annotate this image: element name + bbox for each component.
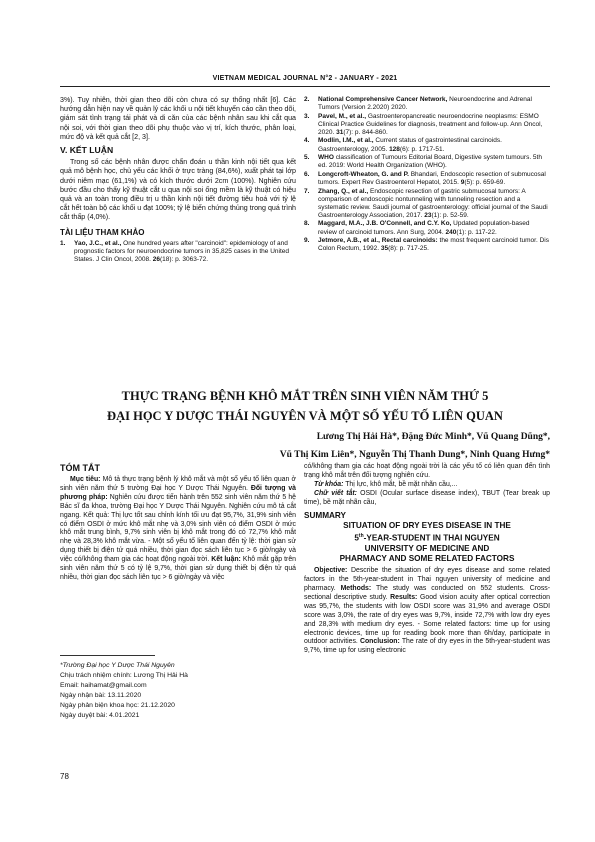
header-rule [60, 86, 550, 87]
summary-conclusion-label: Conclusion: [360, 638, 400, 646]
footnote-received: Ngày nhận bài: 13.11.2020 [60, 692, 142, 699]
reference-item [304, 137, 550, 153]
summary-objective-text: Describe the situation of dry eyes disease and some related factors in the 5th-year-student in Thai nguyen university of medicine and pharmacy. [304, 567, 550, 592]
reference-pages: (8): p. 717-25. [388, 245, 429, 253]
reference-number: 2. [304, 96, 310, 103]
page-number: 78 [60, 772, 69, 781]
reference-item [304, 154, 550, 170]
reference-pages: (18): p. 3063-72. [160, 256, 209, 264]
reference-volume: 128 [389, 145, 400, 153]
summary-conclusion-text: The rate of dry eyes in the 5th-year-student was 9,7%, time up for using electronic [304, 638, 550, 655]
references-list-right [304, 96, 550, 253]
reference-authors: Jetmore, A.B., et al., Rectal carcinoids: [318, 237, 438, 245]
reference-text: Neuroendocrine and Adrenal Tumors (Version 2.2020) 2020. [318, 96, 532, 112]
reference-authors: Pavel, M., et al., [318, 112, 367, 120]
abstract-heading: TÓM TẮT [60, 463, 100, 473]
left-top-column [60, 96, 296, 265]
reference-pages: (5): p. 659-69. [464, 178, 506, 186]
reference-pages: (7): p. 844-860. [343, 128, 388, 136]
reference-pages: (6): p. 1717-51. [399, 145, 445, 153]
summary-heading: SUMMARY [304, 510, 346, 520]
abbreviations [304, 490, 550, 508]
reference-text: One hundred years after "carcinoid": epidemiology of and prognostic factors for neuroendocrine tumors in 35,825 cases in the United States. J Clin Oncol, 2008. [74, 239, 289, 264]
footnote [60, 661, 300, 721]
summary-body [304, 567, 550, 656]
reference-text: Current status of gastrointestinal carcinoids. Gastroenterology, 2005. [318, 137, 502, 153]
objective-text: Mô tả thực trạng bệnh lý khô mắt và một số yếu tố liên quan ở sinh viên năm thứ 5 trường Đại học Y Dược Thái Nguyên. [60, 476, 296, 492]
reference-volume: 26 [152, 256, 160, 264]
journal-header: VIETNAM MEDICAL JOURNAL N°2 - JANUARY - 2021 [212, 75, 398, 82]
footnote-reviewed: Ngày phản biện khoa học: 21.12.2020 [60, 702, 175, 709]
reference-volume: 35 [380, 245, 389, 253]
footnote-rule [60, 655, 155, 656]
reference-text: Bhandari, Endoscopic resection of submucosal tumors. Expert Rev Gastroenterol Hepatol, 2015. [318, 170, 546, 186]
reference-item [304, 188, 550, 220]
summary-title [304, 521, 550, 564]
title-line-1: THỰC TRẠNG BỆNH KHÔ MẮT TRÊN SINH VIÊN NĂM THỨ 5 [121, 389, 489, 403]
authors-line-2: Vũ Thị Kim Liên*, Nguyễn Thị Thanh Dung*, Ninh Quang Hưng* [279, 450, 550, 460]
title-line-2: ĐẠI HỌC Y DƯỢC THÁI NGUYÊN VÀ MỘT SỐ YẾU TỐ LIÊN QUAN [107, 409, 503, 423]
reference-item [304, 237, 550, 253]
conclusion-heading: V. KẾT LUẬN [60, 145, 114, 156]
footnote-affiliation: *Trường Đại học Y Dược Thái Nguyên [60, 662, 175, 669]
right-top-column [304, 96, 550, 254]
reference-text: Updated population-based review of carcinoid tumors. Ann Surg, 2004. [318, 220, 530, 236]
authors-line-1: Lương Thị Hải Hà*, Đặng Đức Minh*, Vũ Quang Dũng*, [316, 432, 550, 442]
reference-text: classification of Tumours Editorial Board, Digestive system tumours. 5th ed. 2019: World Health Organization (WHO). [318, 154, 542, 170]
reference-number: 8. [304, 220, 310, 228]
abstract-vi-body [60, 476, 296, 583]
reference-authors: Modlin, I.M., et al., [318, 137, 374, 145]
reference-item [304, 113, 550, 137]
article-title [60, 386, 550, 426]
reference-text: Gastroenteropancreatic neuroendocrine neoplasms: ESMO Clinical Practice Guidelines for diagnosis, treatment and follow-up. Ann Oncol, 2020. [318, 112, 543, 136]
reference-authors: Longcroft-Wheaton, G. and P. [318, 170, 409, 178]
abbreviations-text: OSDI (Ocular surface disease index), TBUT (Tear break up time), bề mặt nhãn cầu, [304, 489, 550, 506]
reference-number: 7. [304, 187, 310, 195]
keywords-label: Từ khóa: [314, 480, 344, 488]
reference-volume: 31 [336, 128, 344, 136]
objective-label: Mục tiêu: [70, 476, 101, 483]
conclusion-paragraph: Trong số các bệnh nhân được chẩn đoán u thần kinh nội tiết qua kết quả mô bệnh học, chủ yếu các khối ở trực tràng (84,6%), xuất phát tại lớp dưới niêm mạc (61,1%) và có kích thước dưới 2cm (100%). Nghiên cứu bước đầu cho thấy kỹ thuật cắt u qua nội soi ống mềm là kỹ thuật có hiệu quả và an toàn trong điều trị u thần kinh nội tiết đường tiêu hoá với tỷ lệ cắt hết toàn bộ các khối u đạt 100%; tỷ lệ biến chứng thủng trong quá trình cắt thấp (4,0%). [60, 158, 296, 222]
references-heading: TÀI LIỆU THAM KHẢO [60, 227, 145, 237]
summary-results-label: Results: [390, 593, 418, 601]
reference-pages: (1): p. 52-59. [431, 211, 469, 219]
summary-methods-text: The study was conducted on 552 students. Cross-sectional descriptive study. [304, 584, 551, 601]
reference-authors: National Comprehensive Cancer Network, [318, 96, 448, 103]
article-authors [60, 428, 550, 464]
footnote-responsible: Chịu trách nhiệm chính: Lương Thị Hải Hà [60, 672, 188, 679]
method-text: Nghiên cứu được tiến hành trên 552 sinh viên năm thứ 5 hệ Bác sĩ đa khoa, trường Đại học Y Dược Thái Nguyên. Nghiên cứu mô tả cắt ngang. Kết quả: Thị lực tốt sau chỉnh kính tối ưu đạt 95,7%, 31,9% sinh viên có điểm OSDI ở mức khô mắt nhẹ và 3,0% sinh viên có điểm OSDI ở mức khô mắt trung bình, 9,7% sinh viên bị khô mắt trong đó có 72,7% khô mắt nhẹ và 28,3% khô mắt vừa. - Một số yếu tố liên quan đến tỷ lệ: thời gian sử dụng thiết bị điện tử quá nhiều, thời gian đọc sách liên tục > 6 giờ/ngày và việc có/không tham gia các hoạt động ngoài trời. [60, 493, 296, 564]
reference-number: 3. [304, 112, 310, 120]
summary-title-line-3: UNIVERSITY OF MEDICINE AND [364, 544, 490, 554]
intro-paragraph: 3%). Tuy nhiên, thời gian theo dõi còn chưa có sự thống nhất [6]. Các hướng dẫn hiện nay về quản lý các khối u nội tiết khuyến cáo cần theo dõi, giám sát tình trạng tái phát và di căn của các bệnh nhân sau khi cắt qua nội soi, với thời gian theo dõi phụ thuộc vào vị trí, kích thước, phân loại, mức độ và kết quả cắt [2, 3]. [60, 96, 296, 141]
reference-text: Endoscopic resection of gastric submucosal tumors: A comparison of endoscopic nontunneling with tunneling resection and a systematic review. Saudi journal of gastroenterology: official journal of the Saudi Gastroenterology Association, 2017. [318, 187, 548, 219]
summary-title-line-1: SITUATION OF DRY EYES DISEASE IN THE [343, 521, 511, 531]
reference-pages: (1): p. 117-22. [456, 228, 497, 236]
summary-title-line-2: 5th-YEAR-STUDENT IN THAI NGUYEN [354, 533, 500, 544]
reference-number: 5. [304, 154, 310, 162]
abstract-vi-column [60, 476, 296, 583]
method-label: Đối tượng và phương pháp: [60, 484, 296, 501]
keywords-text: Thị lực, khô mắt, bề mặt nhãn cầu,... [343, 480, 458, 488]
reference-item [60, 240, 296, 264]
summary-results-text: Good vision acuity after optical correction was 95,7%, the students with low OSDI score was 31,9% and average OSDI score was 3,0%, the rate of dry eyes was 9,7%, inside 72,7% with low dry eyes and 28,3% with medium dry eyes. - Some related factors: time up for using electronic devices, time up for reading book more than 6h/day, participate in outdoor activities. [304, 593, 551, 646]
references-list-left [60, 240, 296, 264]
reference-volume: 23 [424, 211, 432, 219]
abstract-right-column [304, 463, 550, 656]
footnote-approved: Ngày duyệt bài: 4.01.2021 [60, 712, 140, 719]
reference-volume: 240 [445, 228, 457, 236]
reference-item [304, 96, 550, 112]
conclusion-label: Kết luận: [211, 556, 241, 564]
reference-number: 1. [60, 239, 66, 247]
abbreviations-label: Chữ viết tắt: [314, 489, 357, 497]
reference-number: 4. [304, 137, 310, 145]
keywords [304, 481, 550, 490]
summary-objective-label: Objective: [314, 567, 348, 575]
reference-authors: WHO [318, 154, 334, 162]
reference-item [304, 171, 550, 187]
summary-title-line-4: PHARMACY AND SOME RELATED FACTORS [339, 554, 515, 564]
summary-methods-label: Methods: [340, 584, 372, 592]
reference-text: the most frequent carcinoid tumor. Dis Colon Rectum, 1992. [318, 237, 549, 253]
reference-number: 9. [304, 237, 310, 245]
conclusion-text: Khô mắt gặp trên sinh viên năm thứ 5 có tỷ lệ 9,7%, thời gian sử dụng thiết bị điện tử quá nhiều, thời gian đọc sách liên tục > 6 giờ/ngày và việc [60, 556, 296, 581]
footnote-email: Email: haihamat@gmail.com [60, 682, 147, 689]
reference-item [304, 220, 550, 236]
reference-authors: Yao, J.C., et al., [74, 239, 122, 247]
reference-authors: Zhang, Q., et al., [318, 187, 369, 195]
reference-number: 6. [304, 170, 310, 178]
reference-authors: Maggard, M.A., J.B. O'Connell, and C.Y. Ko, [318, 220, 452, 228]
abstract-vi-continued: có/không tham gia các hoạt động ngoài trời là các yếu tố có liên quan đến tình trạng khô mắt trên đối tượng nghiên cứu. [304, 463, 550, 479]
reference-volume: 9 [460, 178, 465, 186]
